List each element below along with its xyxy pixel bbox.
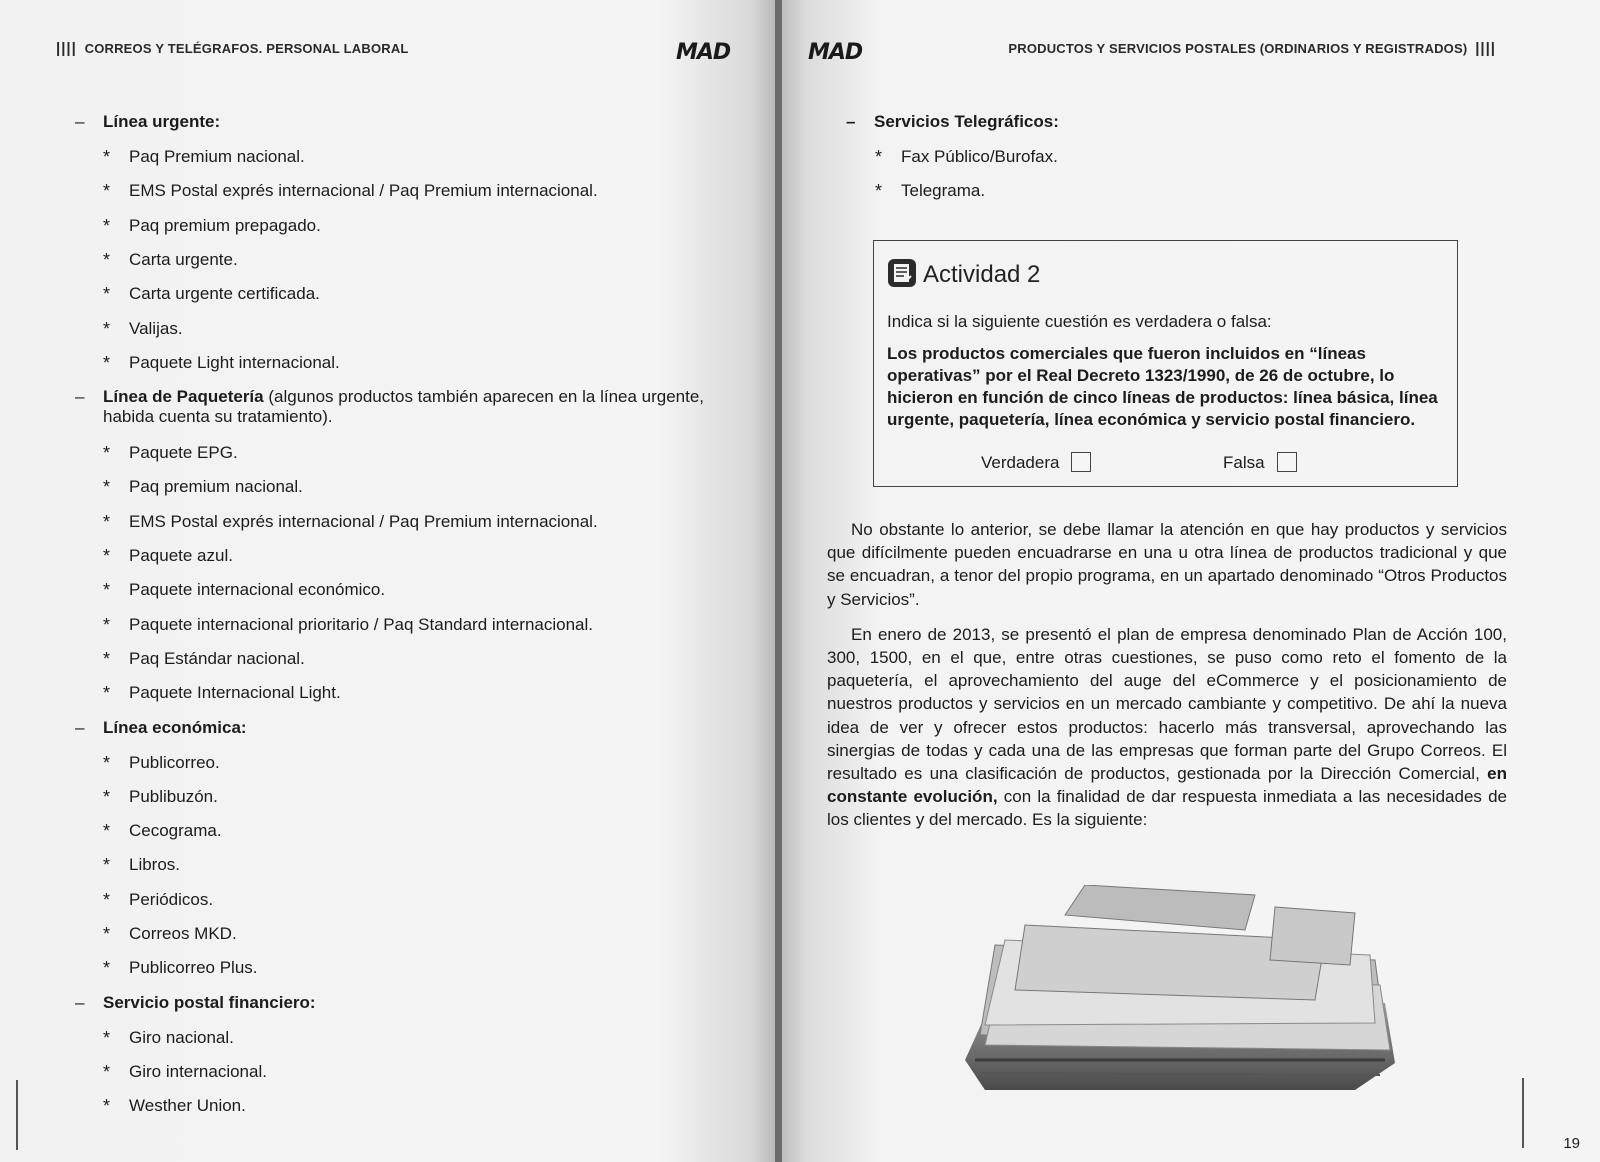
left-page — [0, 0, 775, 1162]
list-item-text: Paquete azul. — [129, 546, 233, 565]
list-item — [103, 821, 222, 842]
list-item — [103, 249, 238, 270]
list-item — [103, 614, 594, 635]
true-checkbox[interactable] — [1071, 452, 1091, 472]
bullet-star: * — [103, 1096, 111, 1117]
dash-marker: – — [75, 992, 85, 1012]
list-item — [103, 443, 238, 464]
bullet-star: * — [103, 477, 111, 498]
list-item: * Telegrama. — [875, 181, 986, 201]
list-item-text: Paquete internacional económico. — [129, 580, 386, 600]
mail-stack-image — [955, 885, 1405, 1095]
bullet-star: * — [103, 924, 111, 944]
bullet-star: * — [103, 889, 111, 910]
left-running-header — [52, 40, 409, 57]
list-item — [103, 1096, 246, 1117]
list-item — [103, 683, 341, 704]
false-checkbox[interactable] — [1277, 452, 1297, 472]
list-item-text: Paquete EPG. — [129, 443, 238, 463]
bullet-star: * — [103, 580, 111, 601]
list-item — [103, 546, 233, 566]
list-item-text: Periódicos. — [129, 889, 214, 909]
paragraph-2-bold: en constante evolución, — [827, 764, 1507, 807]
paragraph-2-text: En enero de 2013, se presentó el plan de empresa denominado Plan de Acción 100, 300, 1500, en el que, entre otras cuestiones, se puso como reto el fomento de la paquetería, el aprovechamiento del auge del eCommerce y el posicionamiento de nuestros productos y servicios en un mercado cambiante y competitivo. De ahí la nueva idea de ver y ofrecer estos productos: hacerlo más transversal, aprovechando las sinergias de todas y cada una de las empresas que forman parte del Grupo Correos. El resultado es una clasificación de productos, gestionada por la Dirección Comercial, — [827, 624, 1507, 784]
false-option[interactable] — [1223, 452, 1297, 473]
list-item — [103, 648, 305, 669]
left-header-title: CORREOS Y TELÉGRAFOS. PERSONAL LABORAL — [84, 41, 409, 56]
bullet-star: * — [103, 1027, 111, 1048]
bullet-star: * — [103, 821, 111, 842]
bullet-star: * — [103, 648, 111, 669]
false-label: Falsa — [1223, 453, 1265, 472]
list-item — [103, 580, 386, 601]
mad-logo: MAD — [676, 40, 731, 65]
list-item — [103, 855, 181, 876]
bullet-star: * — [103, 958, 111, 979]
bullet-star: * — [103, 511, 111, 532]
true-label: Verdadera — [981, 453, 1060, 472]
list-item-text: Paquete Light internacional. — [129, 352, 340, 372]
bullet-star: * — [103, 147, 111, 167]
list-item — [103, 958, 258, 979]
section-note: (algunos productos también aparecen en la línea urgente, habida cuenta su tratamiento). — [103, 387, 705, 427]
paragraph-1: No obstante lo anterior, se debe llamar la atención en que hay productos y servicios que difícilmente pueden encuadrarse en una u otra línea de productos tradicional y que se encuadran, a tenor del propio programa, en un apartado denominado “Otros Productos y Servicios”. — [827, 520, 1507, 609]
section-title — [75, 717, 733, 738]
list-item-text: Paquete internacional prioritario / Paq Standard internacional. — [129, 614, 594, 634]
left-margin-line — [16, 1080, 18, 1150]
section-title-text: Línea de Paquetería — [103, 387, 264, 407]
section-title-text: Línea urgente: — [103, 112, 221, 131]
list-item-text: Giro internacional. — [129, 1061, 267, 1081]
right-margin-line — [1522, 1078, 1524, 1148]
header-bars-right: |||| — [1475, 40, 1496, 57]
section-title — [75, 112, 733, 132]
list-item-text: Correos MKD. — [129, 924, 237, 943]
true-option[interactable] — [981, 452, 1091, 473]
list-item — [103, 215, 321, 236]
list-item-text: Paq premium prepagado. — [129, 215, 321, 235]
list-item — [103, 284, 320, 305]
bullet-star: * — [103, 249, 111, 270]
list-item — [103, 1027, 234, 1048]
list-item-text: Valijas. — [129, 318, 183, 338]
dash-marker: – — [75, 112, 85, 131]
section-title-text: Servicio postal financiero: — [103, 992, 316, 1012]
list-item-text: Paq Estándar nacional. — [129, 648, 305, 668]
bullet-star: * — [103, 546, 111, 566]
list-item — [103, 889, 214, 910]
list-item — [103, 352, 340, 373]
list-item — [103, 181, 598, 202]
section-title — [75, 387, 733, 427]
list-item-text: Publicorreo Plus. — [129, 958, 258, 978]
bullet-star: * — [103, 284, 111, 305]
dash-marker: – — [75, 387, 85, 407]
list-item — [103, 786, 218, 807]
list-item-text: Cecograma. — [129, 821, 222, 841]
list-item — [103, 1061, 267, 1082]
bullet-star: * — [103, 752, 111, 773]
list-item-text: Paq Premium nacional. — [129, 147, 305, 166]
bullet-star: * — [103, 786, 111, 807]
dash-marker: – — [75, 717, 85, 737]
list-item-text: Carta urgente certificada. — [129, 284, 320, 304]
list-item-text: Publibuzón. — [129, 786, 218, 806]
paragraph-2-tail: con la finalidad de dar respuesta inmediata a las necesidades de los clientes y del mercado. Es la siguiente: — [827, 787, 1507, 830]
list-item-text: Publicorreo. — [129, 752, 220, 772]
list-item-text: Westher Union. — [129, 1096, 246, 1116]
activity-box — [873, 240, 1468, 490]
activity-bottom-rule — [873, 486, 1458, 487]
bullet-star: * — [103, 614, 111, 635]
bullet-star: * — [103, 318, 111, 339]
activity-statement: Los productos comerciales que fueron incluidos en “líneas operativas” por el Real Decreto 1323/1990, de 26 de octubre, lo hicieron en función de cinco líneas de productos: línea básica, línea urgente, paquetería, línea económica y servicio postal financiero. — [887, 344, 1438, 429]
list-item — [103, 147, 305, 167]
list-item — [103, 752, 220, 773]
bullet-star: * — [103, 215, 111, 236]
list-item-text: Carta urgente. — [129, 249, 238, 269]
right-header-title: PRODUCTOS Y SERVICIOS POSTALES (ORDINARIOS Y REGISTRADOS) — [1008, 41, 1468, 56]
paragraph-2 — [827, 623, 1507, 832]
list-item-text: Libros. — [129, 855, 181, 875]
body-text — [827, 518, 1507, 832]
bullet-star: * — [103, 855, 111, 876]
list-item: * Fax Público/Burofax. — [875, 147, 1058, 167]
section-title — [75, 992, 733, 1013]
list-item — [103, 511, 598, 532]
list-item — [103, 924, 237, 944]
bullet-star: * — [103, 443, 111, 464]
mad-logo-right: MAD — [808, 40, 863, 65]
list-item-text: Paquete Internacional Light. — [129, 683, 341, 703]
list-item — [103, 318, 183, 339]
activity-question: Indica si la siguiente cuestión es verdadera o falsa: — [887, 312, 1272, 331]
telegraph-title: – Servicios Telegráficos: — [846, 112, 1059, 131]
list-item-text: EMS Postal exprés internacional / Paq Premium internacional. — [129, 511, 598, 531]
list-item-text: EMS Postal exprés internacional / Paq Premium internacional. — [129, 181, 598, 201]
list-item — [103, 477, 303, 498]
page-number: 19 — [1563, 1135, 1580, 1152]
bullet-star: * — [103, 352, 111, 373]
right-running-header — [1008, 40, 1500, 57]
document-icon — [887, 258, 917, 288]
section-title-text: Línea económica: — [103, 717, 247, 737]
list-item-text: Paq premium nacional. — [129, 477, 303, 497]
activity-title: Actividad 2 — [887, 258, 1040, 289]
bullet-star: * — [103, 1061, 111, 1082]
header-bars: |||| — [56, 40, 77, 57]
bullet-star: * — [103, 683, 111, 704]
bullet-star: * — [103, 181, 111, 202]
list-item-text: Giro nacional. — [129, 1027, 234, 1047]
